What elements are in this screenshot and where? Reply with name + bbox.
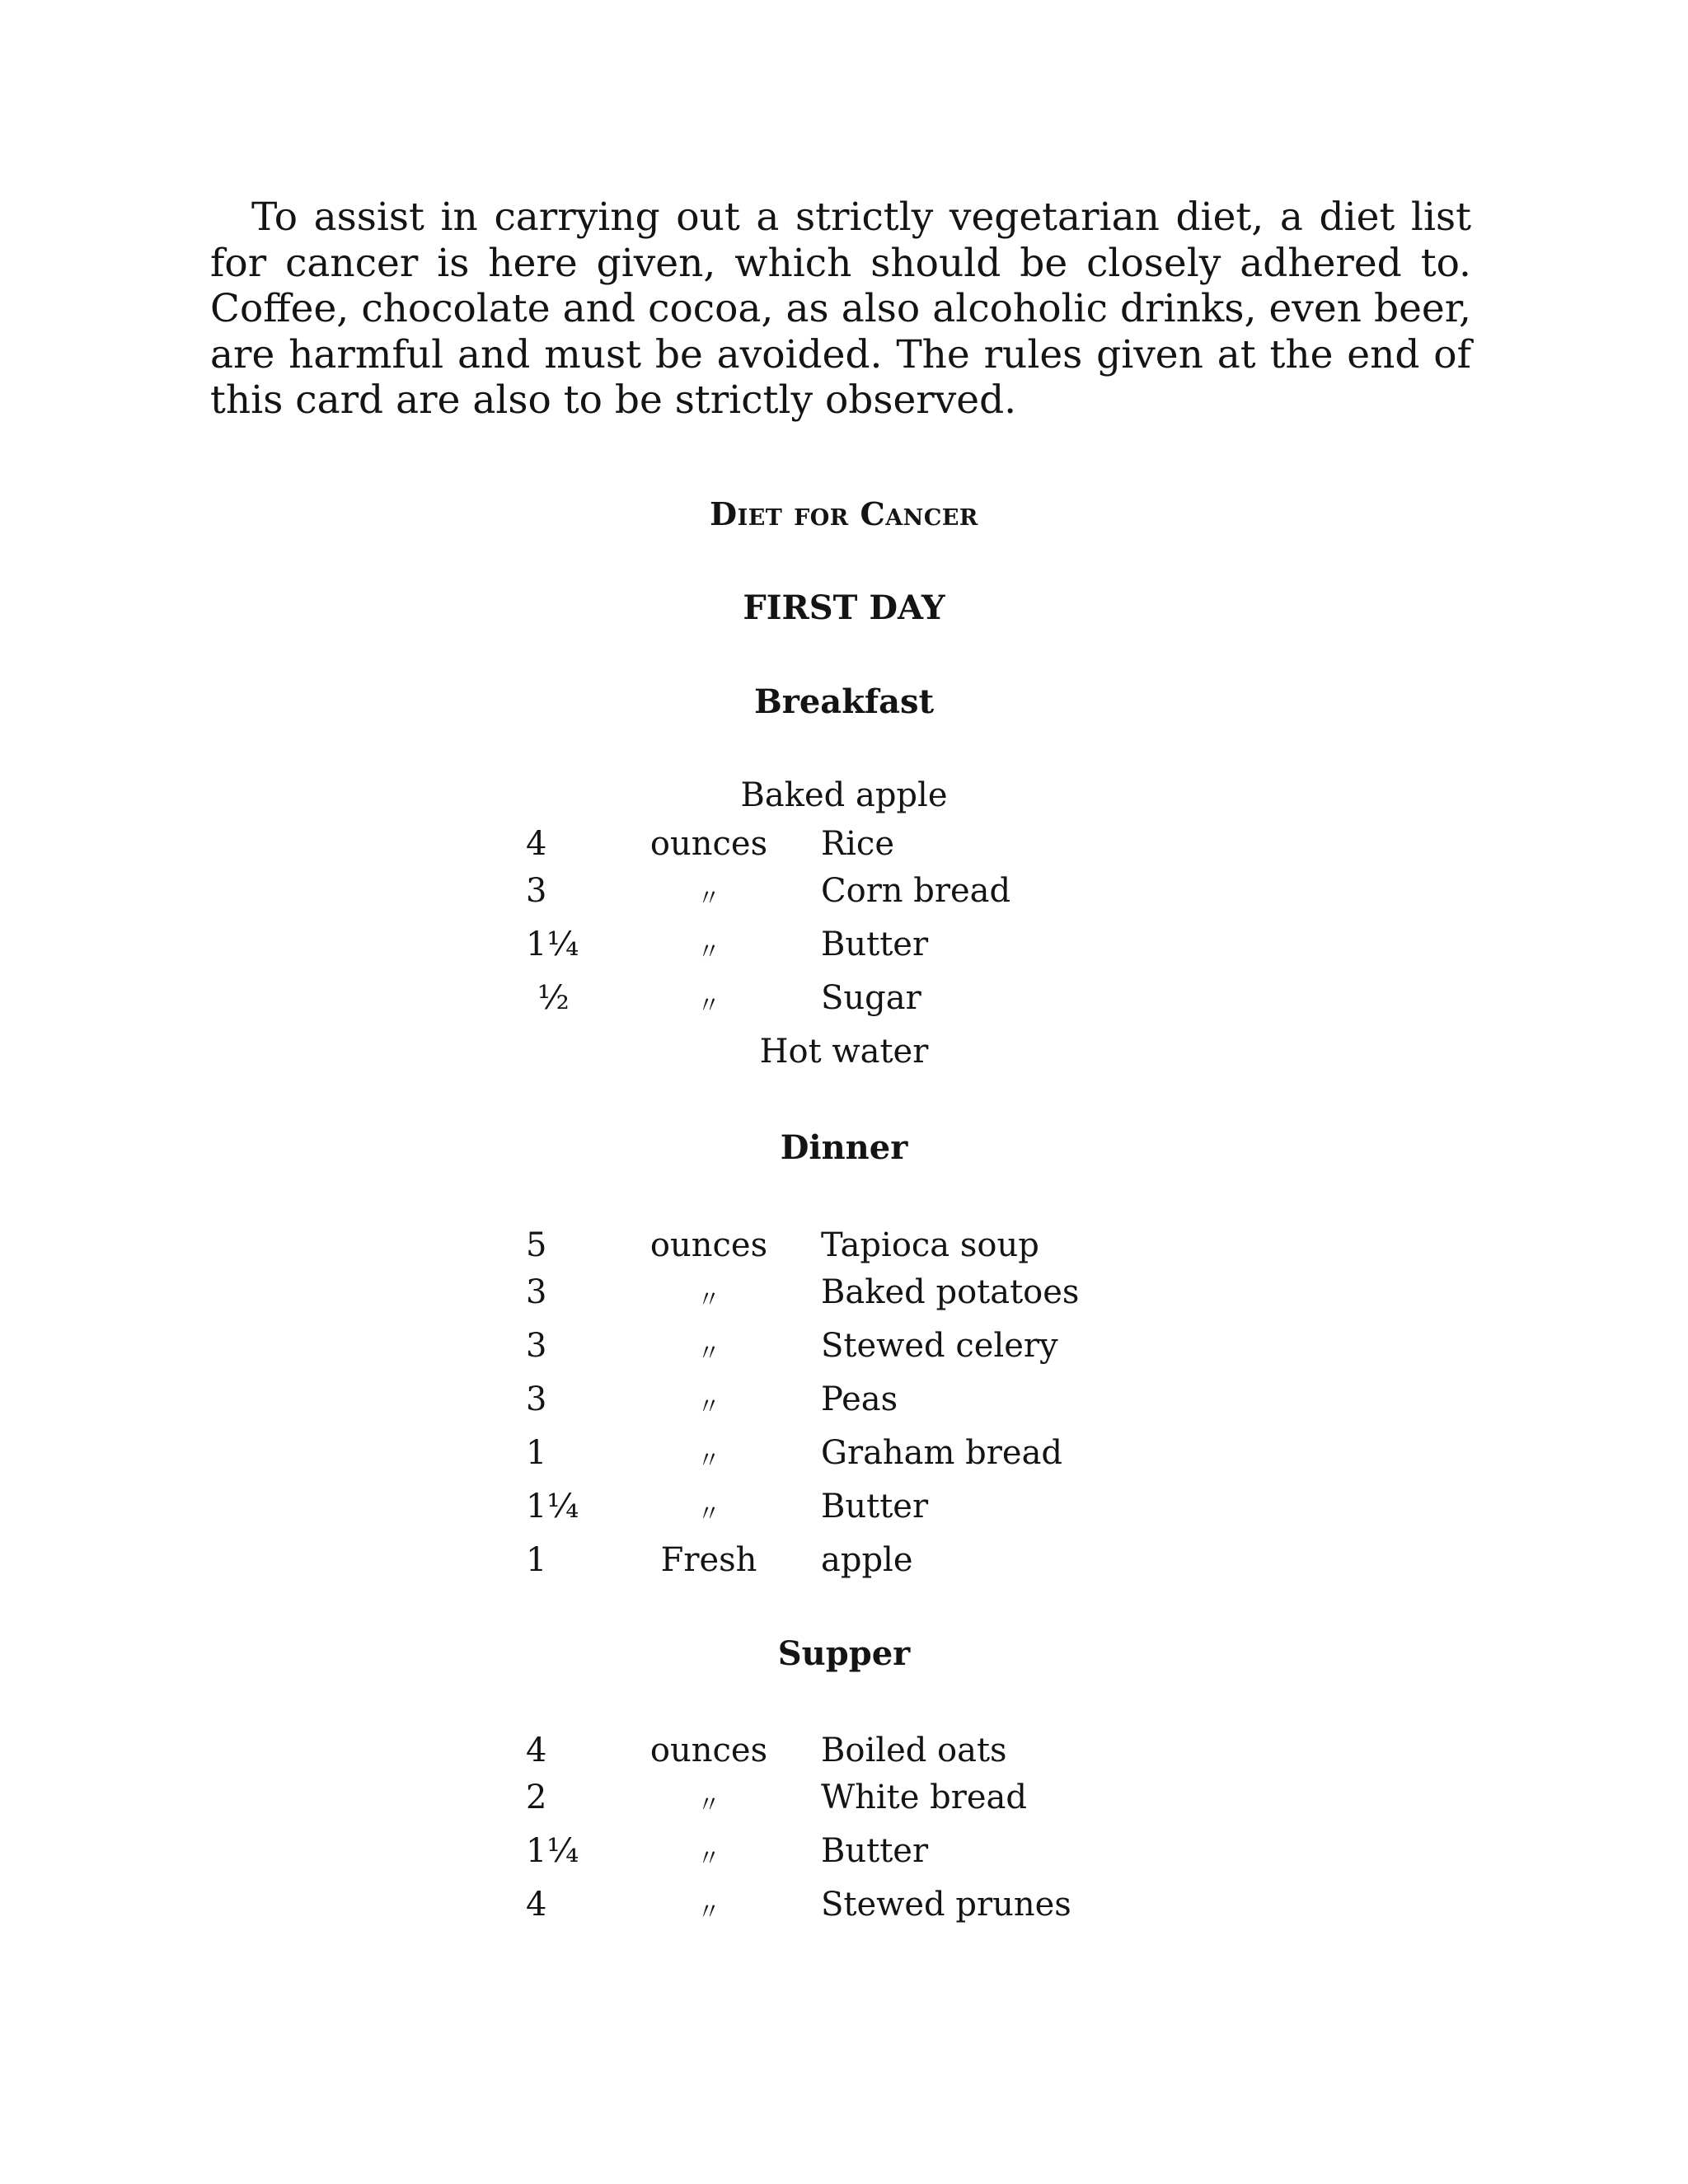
ditto-mark: 〃 [696, 1286, 720, 1313]
ditto-mark: 〃 [696, 1446, 720, 1474]
food-item: White bread [821, 1779, 1027, 1816]
dinner-row [0, 1541, 1688, 1591]
quantity: 1 [526, 1541, 547, 1579]
food-item: Butter [821, 926, 929, 963]
quantity: 3 [526, 1273, 547, 1311]
ditto-mark: 〃 [696, 1339, 720, 1366]
dinner-row [0, 1488, 1688, 1537]
quantity: 3 [526, 1380, 547, 1418]
food-item: Peas [821, 1380, 898, 1418]
dinner-row [0, 1434, 1688, 1483]
food-item: Graham bread [821, 1434, 1063, 1472]
breakfast-heading: Breakfast [753, 682, 935, 721]
ditto-mark: 〃 [696, 1898, 720, 1925]
supper-row [0, 1779, 1688, 1828]
food-item: Baked potatoes [821, 1273, 1080, 1311]
quantity: 1¼ [526, 926, 579, 963]
food-item: Sugar [821, 979, 921, 1017]
supper-row [0, 1886, 1688, 1935]
food-item: Butter [821, 1832, 929, 1870]
food-item: Rice [821, 825, 894, 863]
quantity: 4 [526, 1732, 547, 1769]
dinner-row [0, 1380, 1688, 1430]
quantity: 5 [526, 1226, 547, 1264]
dinner-row [0, 1226, 1688, 1276]
quantity: 1¼ [526, 1832, 579, 1870]
quantity: 2 [526, 1779, 547, 1816]
breakfast-row [0, 872, 1688, 921]
supper-row [0, 1732, 1688, 1781]
ditto-mark: 〃 [696, 1844, 720, 1872]
breakfast-top-item: Baked apple [740, 776, 948, 814]
dinner-row [0, 1273, 1688, 1323]
dinner-heading: Dinner [780, 1128, 908, 1167]
breakfast-row [0, 825, 1688, 874]
quantity: 3 [526, 1327, 547, 1365]
unit: ounces [649, 1226, 768, 1264]
quantity: 4 [526, 1886, 547, 1924]
diet-title: Diet for Cancer [710, 495, 978, 532]
ditto-mark: 〃 [696, 884, 720, 912]
unit: Fresh [660, 1541, 757, 1579]
food-item: Corn bread [821, 872, 1011, 910]
breakfast-bottom-item: Hot water [759, 1033, 929, 1071]
dinner-row [0, 1327, 1688, 1376]
ditto-mark: 〃 [696, 938, 720, 965]
food-item: Butter [821, 1488, 929, 1526]
unit: ounces [649, 1732, 768, 1769]
food-item: Boiled oats [821, 1732, 1007, 1769]
food-item: apple [821, 1541, 913, 1579]
breakfast-row [0, 926, 1688, 975]
ditto-mark: 〃 [696, 1393, 720, 1420]
ditto-mark: 〃 [696, 1791, 720, 1818]
quantity: 1¼ [526, 1488, 579, 1526]
ditto-mark: 〃 [696, 991, 720, 1019]
quantity: 3 [526, 872, 547, 910]
breakfast-row [0, 979, 1688, 1029]
quantity: 1 [526, 1434, 547, 1472]
food-item: Stewed prunes [821, 1886, 1071, 1924]
ditto-mark: 〃 [696, 1500, 720, 1527]
quantity: 4 [526, 825, 547, 863]
day-heading: FIRST DAY [743, 588, 945, 627]
intro-paragraph: To assist in carrying out a strictly vegetarian diet, a diet list for cancer is here given, which should be closely adhered to. Coffee, chocolate and cocoa, as also alcoholic drinks, even beer, are harmful and must be avoided. The rules given at the end of this card are also to be strictly observed. [210, 194, 1471, 423]
quantity: ½ [537, 979, 570, 1017]
food-item: Stewed celery [821, 1327, 1058, 1365]
supper-heading: Supper [777, 1634, 911, 1673]
food-item: Tapioca soup [821, 1226, 1039, 1264]
unit: ounces [649, 825, 768, 863]
supper-row [0, 1832, 1688, 1882]
